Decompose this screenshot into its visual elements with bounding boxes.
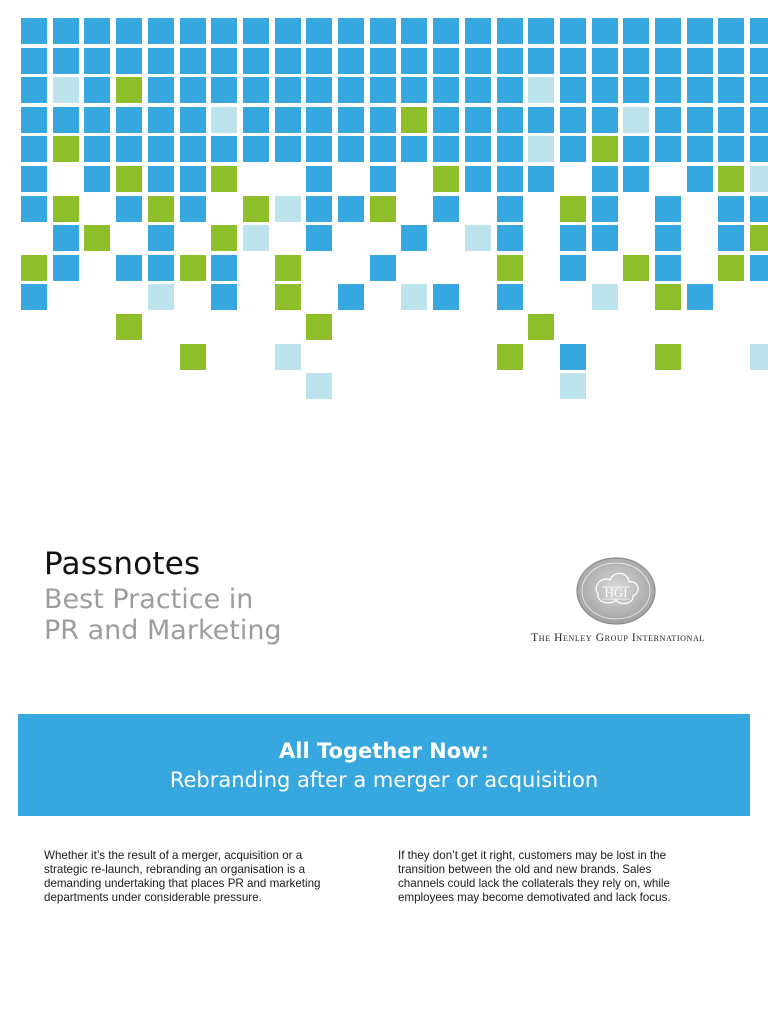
mosaic-tile-blue — [655, 107, 681, 133]
mosaic-tile-blue — [243, 136, 269, 162]
mosaic-tile-blue — [560, 255, 586, 281]
company-logo — [508, 556, 728, 648]
mosaic-tile-blue — [528, 166, 554, 192]
mosaic-tile-blue — [687, 18, 713, 44]
mosaic-tile-blue — [370, 166, 396, 192]
mosaic-tile-lightblue — [750, 344, 768, 370]
mosaic-tile-blue — [592, 107, 618, 133]
mosaic-tile-blue — [497, 284, 523, 310]
mosaic-tile-blue — [433, 107, 459, 133]
mosaic-tile-blue — [148, 255, 174, 281]
mosaic-tile-blue — [21, 77, 47, 103]
mosaic-tile-blue — [148, 18, 174, 44]
body-line: employees may become demotivated and lack focus. — [398, 891, 671, 904]
mosaic-tile-lightblue — [592, 284, 618, 310]
body-line: Whether it’s the result of a merger, acquisition or a — [44, 849, 303, 862]
mosaic-tile-lightblue — [750, 166, 768, 192]
mosaic-tile-blue — [750, 77, 768, 103]
mosaic-tile-blue — [401, 18, 427, 44]
mosaic-tile-blue — [497, 196, 523, 222]
mosaic-tile-blue — [306, 225, 332, 251]
mosaic-tile-blue — [750, 18, 768, 44]
body-line: strategic re-launch, rebranding an organisation is a — [44, 863, 306, 876]
subtitle-line-1: Best Practice in — [44, 584, 254, 615]
mosaic-tile-green — [370, 196, 396, 222]
mosaic-tile-blue — [306, 196, 332, 222]
title-block — [44, 544, 282, 646]
mosaic-tile-blue — [465, 136, 491, 162]
mosaic-tile-blue — [370, 107, 396, 133]
mosaic-tile-blue — [243, 77, 269, 103]
mosaic-tile-lightblue — [528, 77, 554, 103]
mosaic-tile-blue — [687, 77, 713, 103]
mosaic-tile-green — [497, 255, 523, 281]
mosaic-tile-blue — [338, 48, 364, 74]
mosaic-tile-blue — [21, 136, 47, 162]
mosaic-tile-green — [655, 284, 681, 310]
mosaic-tile-lightblue — [53, 77, 79, 103]
mosaic-tile-blue — [370, 18, 396, 44]
mosaic-tile-blue — [84, 136, 110, 162]
mosaic-tile-blue — [180, 77, 206, 103]
mosaic-tile-lightblue — [211, 107, 237, 133]
mosaic-tile-lightblue — [528, 136, 554, 162]
mosaic-tile-blue — [211, 77, 237, 103]
mosaic-tile-blue — [401, 48, 427, 74]
mosaic-tile-blue — [21, 166, 47, 192]
mosaic-tile-blue — [465, 166, 491, 192]
seal-text: HGI — [604, 585, 628, 600]
company-name: The Henley Group International — [531, 632, 705, 644]
mosaic-tile-lightblue — [243, 225, 269, 251]
mosaic-tile-blue — [180, 166, 206, 192]
mosaic-tile-blue — [211, 255, 237, 281]
mosaic-tile-blue — [401, 136, 427, 162]
mosaic-tile-blue — [497, 48, 523, 74]
mosaic-tile-blue — [528, 18, 554, 44]
mosaic-tile-blue — [687, 48, 713, 74]
mosaic-tile-blue — [211, 284, 237, 310]
mosaic-tile-blue — [655, 48, 681, 74]
mosaic-tile-blue — [84, 48, 110, 74]
body-line: If they don’t get it right, customers may be lost in the — [398, 849, 667, 862]
mosaic-tile-blue — [433, 136, 459, 162]
mosaic-tile-blue — [497, 136, 523, 162]
mosaic-tile-blue — [148, 225, 174, 251]
mosaic-tile-blue — [116, 48, 142, 74]
mosaic-tile-blue — [623, 166, 649, 192]
mosaic-tile-green — [180, 255, 206, 281]
mosaic-tile-blue — [338, 107, 364, 133]
mosaic-tile-blue — [370, 77, 396, 103]
mosaic-tile-blue — [148, 107, 174, 133]
mosaic-tile-blue — [211, 48, 237, 74]
mosaic-tile-blue — [306, 18, 332, 44]
mosaic-tile-blue — [338, 18, 364, 44]
mosaic-tile-blue — [623, 18, 649, 44]
mosaic-tile-green — [560, 196, 586, 222]
mosaic-tile-blue — [275, 48, 301, 74]
mosaic-tile-green — [497, 344, 523, 370]
mosaic-tile-green — [750, 225, 768, 251]
mosaic-tile-blue — [560, 136, 586, 162]
mosaic-tile-blue — [370, 136, 396, 162]
banner-subtitle: Rebranding after a merger or acquisition — [169, 768, 599, 792]
mosaic-tile-blue — [592, 18, 618, 44]
mosaic-tile-lightblue — [465, 225, 491, 251]
mosaic-tile-blue — [560, 48, 586, 74]
mosaic-tile-blue — [465, 48, 491, 74]
mosaic-tile-blue — [21, 18, 47, 44]
mosaic-tile-blue — [465, 18, 491, 44]
mosaic-tile-blue — [243, 48, 269, 74]
mosaic-tile-blue — [655, 225, 681, 251]
mosaic-tile-blue — [750, 136, 768, 162]
mosaic-tile-blue — [275, 77, 301, 103]
mosaic-tile-blue — [560, 107, 586, 133]
mosaic-tile-lightblue — [148, 284, 174, 310]
mosaic-tile-blue — [497, 107, 523, 133]
mosaic-tile-blue — [211, 136, 237, 162]
mosaic-tile-blue — [592, 77, 618, 103]
mosaic-tile-green — [275, 255, 301, 281]
mosaic-tile-blue — [497, 77, 523, 103]
mosaic-tile-blue — [116, 18, 142, 44]
mosaic-tile-blue — [433, 284, 459, 310]
mosaic-tile-blue — [560, 225, 586, 251]
body-line: channels could lack the collaterals they rely on, while — [398, 877, 670, 890]
mosaic-tile-blue — [401, 225, 427, 251]
mosaic-tile-blue — [84, 107, 110, 133]
mosaic-tile-blue — [687, 284, 713, 310]
mosaic-tile-blue — [592, 166, 618, 192]
mosaic-tile-blue — [180, 196, 206, 222]
mosaic-tile-blue — [718, 136, 744, 162]
mosaic-tile-green — [116, 314, 142, 340]
mosaic-tile-lightblue — [560, 373, 586, 399]
mosaic-tile-blue — [306, 77, 332, 103]
mosaic-tile-blue — [528, 48, 554, 74]
mosaic-tile-green — [623, 255, 649, 281]
mosaic-tile-blue — [21, 284, 47, 310]
mosaic-tile-blue — [592, 196, 618, 222]
mosaic-tile-blue — [211, 18, 237, 44]
mosaic-tile-blue — [148, 166, 174, 192]
mosaic-tile-blue — [433, 48, 459, 74]
mosaic-tile-blue — [21, 107, 47, 133]
mosaic-tile-blue — [465, 107, 491, 133]
mosaic-tile-blue — [275, 107, 301, 133]
mosaic-tile-blue — [338, 196, 364, 222]
mosaic-tile-blue — [687, 107, 713, 133]
mosaic-tile-blue — [338, 136, 364, 162]
mosaic-tile-blue — [528, 107, 554, 133]
hgi-seal-icon — [576, 556, 656, 626]
mosaic-tile-blue — [21, 196, 47, 222]
mosaic-tile-blue — [750, 196, 768, 222]
mosaic-tile-blue — [623, 77, 649, 103]
mosaic-tile-blue — [560, 77, 586, 103]
mosaic-tile-blue — [116, 196, 142, 222]
mosaic-tile-blue — [84, 18, 110, 44]
mosaic-tile-blue — [497, 166, 523, 192]
mosaic-tile-green — [84, 225, 110, 251]
mosaic-tile-lightblue — [275, 196, 301, 222]
mosaic-tile-lightblue — [275, 344, 301, 370]
mosaic-tile-blue — [750, 107, 768, 133]
mosaic-tile-green — [401, 107, 427, 133]
mosaic-tile-blue — [116, 136, 142, 162]
mosaic-tile-blue — [148, 48, 174, 74]
subtitle-line-2: PR and Marketing — [44, 615, 282, 646]
mosaic-tile-green — [433, 166, 459, 192]
mosaic-tile-blue — [623, 48, 649, 74]
banner-title: All Together Now: — [279, 739, 489, 763]
mosaic-tile-blue — [433, 77, 459, 103]
mosaic-tile-blue — [718, 48, 744, 74]
mosaic-tile-blue — [718, 107, 744, 133]
mosaic-tile-blue — [306, 136, 332, 162]
mosaic-tile-blue — [243, 18, 269, 44]
mosaic-tile-blue — [655, 77, 681, 103]
mosaic-tile-blue — [687, 166, 713, 192]
mosaic-tile-green — [211, 166, 237, 192]
mosaic-tile-green — [148, 196, 174, 222]
mosaic-tile-blue — [465, 77, 491, 103]
title-banner — [18, 714, 750, 816]
mosaic-tile-blue — [718, 18, 744, 44]
mosaic-tile-blue — [750, 48, 768, 74]
mosaic-tile-green — [655, 344, 681, 370]
mosaic-tile-green — [718, 255, 744, 281]
mosaic-tile-green — [306, 314, 332, 340]
mosaic-tile-green — [528, 314, 554, 340]
mosaic-tile-green — [275, 284, 301, 310]
mosaic-tile-blue — [180, 136, 206, 162]
mosaic-tile-blue — [116, 255, 142, 281]
mosaic-tile-blue — [243, 107, 269, 133]
mosaic-tile-blue — [180, 107, 206, 133]
body-line: demanding undertaking that places PR and marketing — [44, 877, 321, 890]
mosaic-tile-blue — [401, 77, 427, 103]
mosaic-tile-green — [53, 196, 79, 222]
mosaic-tile-green — [180, 344, 206, 370]
mosaic-tile-blue — [84, 166, 110, 192]
mosaic-tile-blue — [53, 18, 79, 44]
mosaic-tile-green — [116, 166, 142, 192]
mosaic-tile-blue — [687, 136, 713, 162]
mosaic-tile-blue — [592, 48, 618, 74]
mosaic-tile-blue — [306, 166, 332, 192]
mosaic-tile-blue — [84, 77, 110, 103]
mosaic-tile-green — [21, 255, 47, 281]
mosaic-tile-green — [116, 77, 142, 103]
mosaic-tile-green — [211, 225, 237, 251]
mosaic-tile-blue — [370, 255, 396, 281]
mosaic-tile-blue — [497, 18, 523, 44]
page-title: Passnotes — [44, 546, 201, 582]
mosaic-tile-blue — [53, 225, 79, 251]
mosaic-tile-blue — [53, 107, 79, 133]
pixel-mosaic-graphic — [0, 0, 768, 410]
mosaic-tile-blue — [433, 196, 459, 222]
mosaic-tile-blue — [338, 284, 364, 310]
mosaic-tile-blue — [655, 136, 681, 162]
body-line: transition between the old and new brands. Sales — [398, 863, 652, 876]
mosaic-tile-blue — [275, 136, 301, 162]
mosaic-tile-blue — [370, 48, 396, 74]
mosaic-tile-blue — [718, 77, 744, 103]
mosaic-tile-green — [53, 136, 79, 162]
body-column-left — [44, 849, 362, 905]
mosaic-tile-blue — [718, 196, 744, 222]
mosaic-tile-blue — [306, 107, 332, 133]
mosaic-tile-blue — [433, 18, 459, 44]
mosaic-tile-blue — [306, 48, 332, 74]
body-line: departments under considerable pressure. — [44, 891, 262, 904]
mosaic-tile-green — [718, 166, 744, 192]
mosaic-tile-blue — [180, 48, 206, 74]
mosaic-tile-blue — [148, 136, 174, 162]
mosaic-tile-blue — [53, 255, 79, 281]
mosaic-tile-blue — [338, 77, 364, 103]
mosaic-tile-blue — [275, 18, 301, 44]
mosaic-tile-blue — [53, 48, 79, 74]
mosaic-tile-blue — [180, 18, 206, 44]
mosaic-tile-blue — [560, 18, 586, 44]
mosaic-tile-blue — [750, 255, 768, 281]
mosaic-tile-blue — [497, 225, 523, 251]
mosaic-tile-blue — [655, 255, 681, 281]
mosaic-tile-blue — [592, 225, 618, 251]
mosaic-tile-lightblue — [306, 373, 332, 399]
mosaic-tile-blue — [116, 107, 142, 133]
mosaic-tile-blue — [148, 77, 174, 103]
mosaic-tile-lightblue — [623, 107, 649, 133]
mosaic-tile-blue — [655, 18, 681, 44]
mosaic-tile-blue — [21, 48, 47, 74]
body-column-right — [398, 849, 728, 905]
mosaic-tile-blue — [655, 196, 681, 222]
mosaic-tile-blue — [623, 136, 649, 162]
mosaic-tile-green — [592, 136, 618, 162]
mosaic-tile-green — [243, 196, 269, 222]
mosaic-tile-blue — [560, 344, 586, 370]
mosaic-tile-blue — [718, 225, 744, 251]
mosaic-tile-lightblue — [401, 284, 427, 310]
